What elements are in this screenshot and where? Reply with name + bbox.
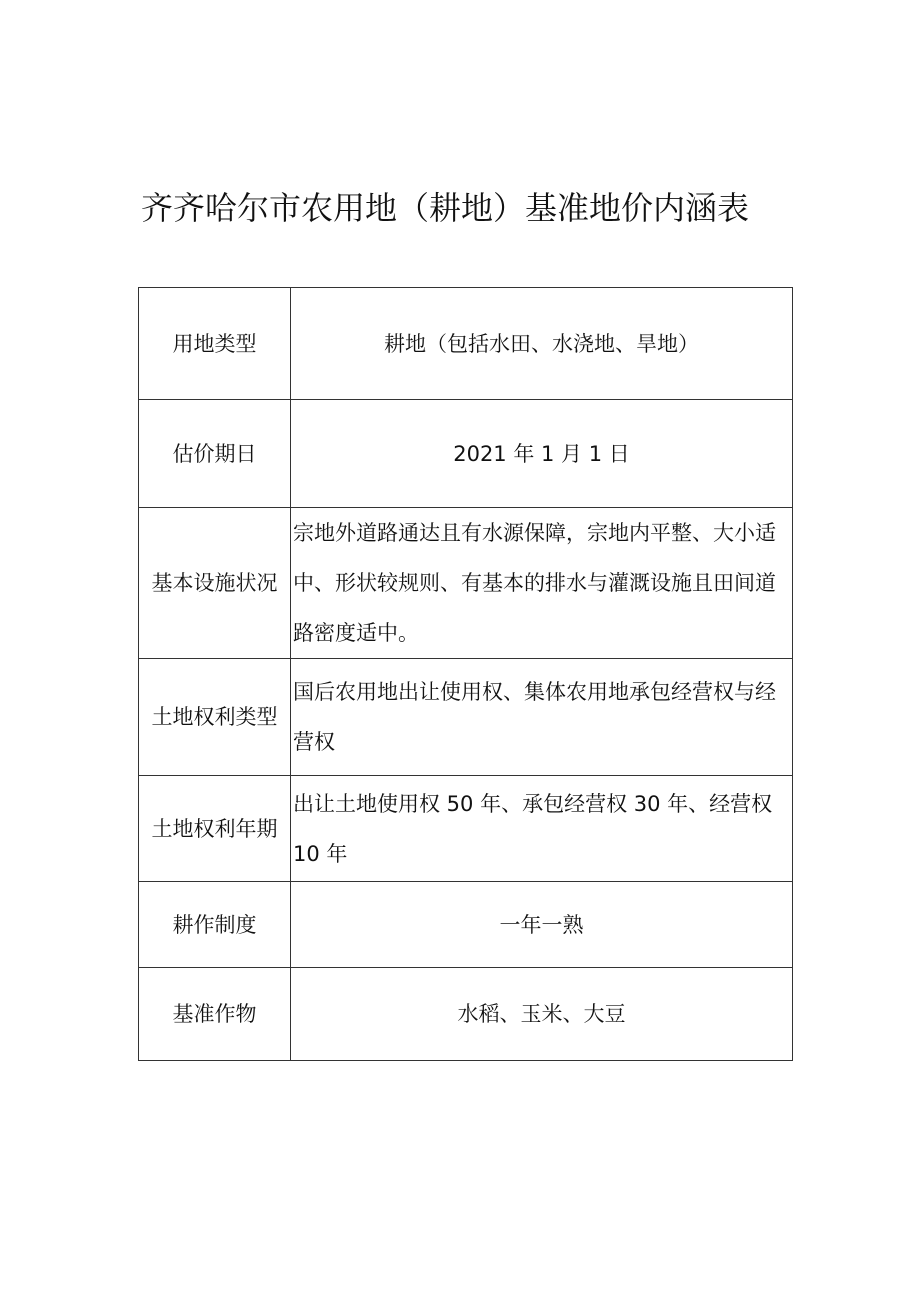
row-value-valuation-date: 2021 年 1 月 1 日	[291, 400, 793, 508]
table-row	[139, 508, 793, 659]
row-label-reference-crops: 基准作物	[139, 968, 291, 1061]
table-row	[139, 882, 793, 968]
row-label-valuation-date: 估价期日	[139, 400, 291, 508]
row-label-infrastructure: 基本设施状况	[139, 508, 291, 659]
row-label-cropping-system: 耕作制度	[139, 882, 291, 968]
row-label-rights-type: 土地权利类型	[139, 659, 291, 776]
row-label-land-use-type: 用地类型	[139, 288, 291, 400]
row-value-land-use-type: 耕地（包括水田、水浇地、旱地）	[291, 288, 793, 400]
row-value-rights-term: 出让土地使用权 50 年、承包经营权 30 年、经营权 10 年	[291, 776, 793, 882]
row-value-infrastructure: 宗地外道路通达且有水源保障，宗地内平整、大小适中、形状较规则、有基本的排水与灌溉设施且田间道路密度适中。	[291, 508, 793, 659]
row-value-cropping-system: 一年一熟	[291, 882, 793, 968]
row-label-rights-term: 土地权利年期	[139, 776, 291, 882]
table-row	[139, 288, 793, 400]
page-title: 齐齐哈尔市农用地（耕地）基准地价内涵表	[140, 189, 749, 227]
land-price-table	[138, 287, 793, 1061]
row-value-rights-type: 国后农用地出让使用权、集体农用地承包经营权与经营权	[291, 659, 793, 776]
table-row	[139, 968, 793, 1061]
table-row	[139, 776, 793, 882]
row-value-reference-crops: 水稻、玉米、大豆	[291, 968, 793, 1061]
table-row	[139, 400, 793, 508]
table-row	[139, 659, 793, 776]
